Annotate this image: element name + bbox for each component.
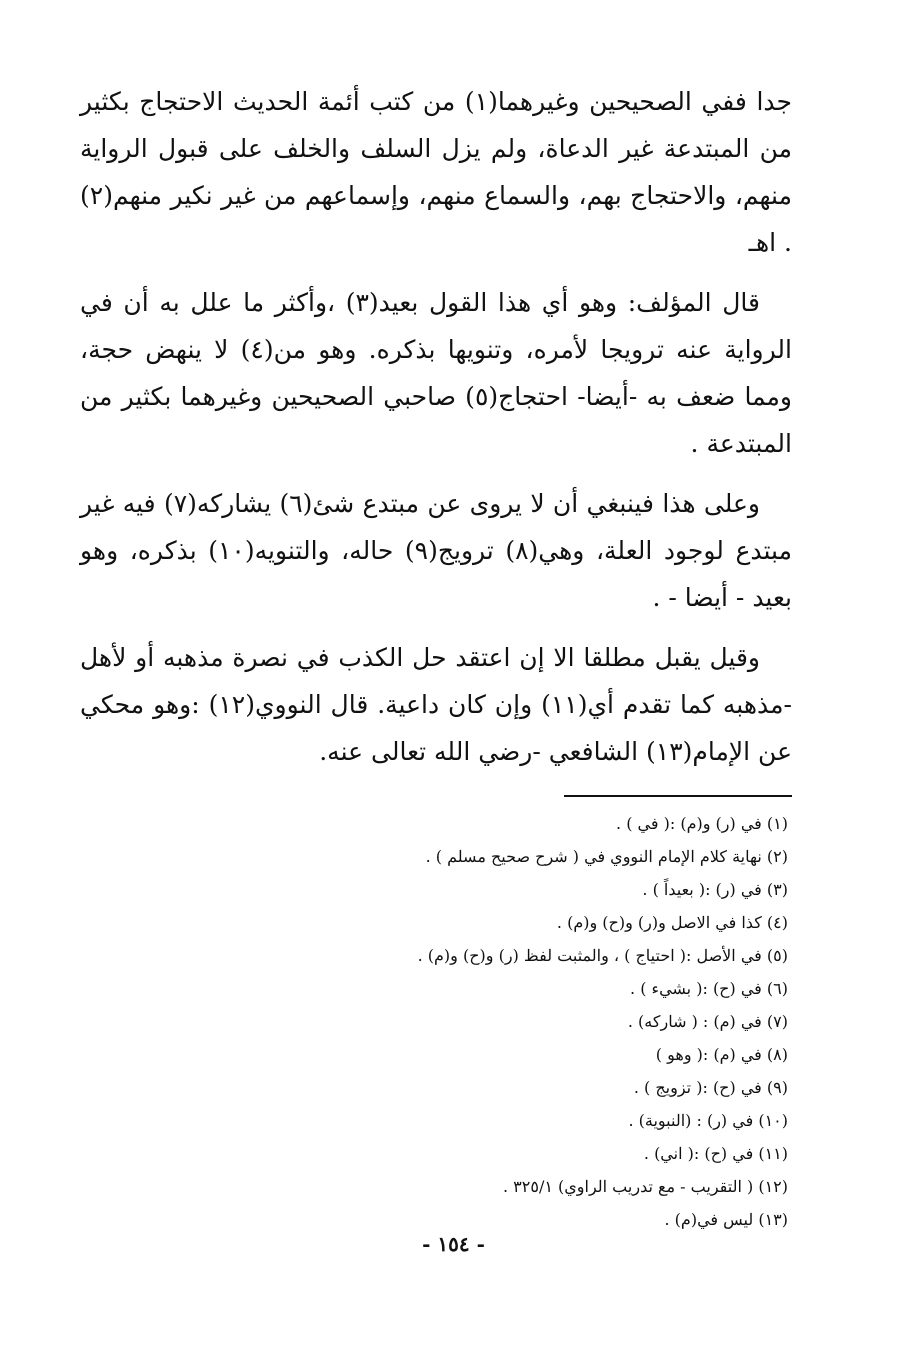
footnote: (١٠) في (ر) : (النبوية) . [628, 1111, 788, 1130]
paragraph: وقيل يقبل مطلقا الا إن اعتقد حل الكذب في نصرة مذهبه أو لأهل -مذهبه كما تقدم أي(١١) وإن كان داعية. قال النووي(١٢) :وهو محكي عن الإمام(١٣) الشافعي -رضي الله تعالى عنه. [80, 643, 792, 766]
footnote: (٢) نهاية كلام الإمام النووي في ( شرح صحيح مسلم ) . [425, 847, 788, 866]
footnote: (١٢) ( التقريب - مع تدريب الراوي) ٣٢٥/١ . [502, 1177, 788, 1196]
footnote: (٧) في (م) : ( شاركه) . [627, 1012, 788, 1031]
paragraph: وعلى هذا فينبغي أن لا يروى عن مبتدع شئ(٦) يشاركه(٧) فيه غير مبتدع لوجود العلة، وهي(٨) ترويج(٩) حاله، والتنويه(١٠) بذكره، وهو بعيد - أيضا - . [80, 489, 792, 612]
paragraph: جدا ففي الصحيحين وغيرهما(١) من كتب أئمة الحديث الاحتجاج بكثير من المبتدعة غير الدعاة، ولم يزل السلف والخلف على قبول الرواية منهم، والاحتجاج بهم، والسماع منهم، وإسماعهم من غير نكير منهم(٢) . اهـ [80, 87, 792, 257]
footnote: (١١) في (ح) :( اني) . [643, 1144, 788, 1163]
footnote: (١) في (ر) و(م) :( في ) . [616, 814, 788, 833]
footnotes [80, 807, 792, 1236]
footnote: (٦) في (ح) :( بشيء ) . [630, 979, 788, 998]
footnote: (٨) في (م) :( وهو ) [655, 1045, 788, 1064]
document-page [80, 78, 792, 1236]
footnote: (٤) كذا في الاصل و(ر) و(ح) و(م) . [556, 913, 788, 932]
page-number: - ١٥٤ - [422, 1232, 485, 1256]
footnote: (١٣) ليس في(م) . [664, 1210, 788, 1229]
footnote: (٣) في (ر) :( بعيداً ) . [642, 880, 788, 899]
footnote: (٥) في الأصل :( احتياج ) ، والمثبت لفظ (ر) و(ح) و(م) . [417, 946, 788, 965]
footnote: (٩) في (ح) :( تزويج ) . [633, 1078, 788, 1097]
paragraph: قال المؤلف: وهو أي هذا القول بعيد(٣) ،وأكثر ما علل به أن في الرواية عنه ترويجا لأمره، وتنويها بذكره. وهو من(٤) لا ينهض حجة، ومما ضعف به -أيضا- احتجاج(٥) صاحبي الصحيحين وغيرهما بكثير من المبتدعة . [80, 288, 792, 458]
footnote-separator [564, 795, 792, 797]
